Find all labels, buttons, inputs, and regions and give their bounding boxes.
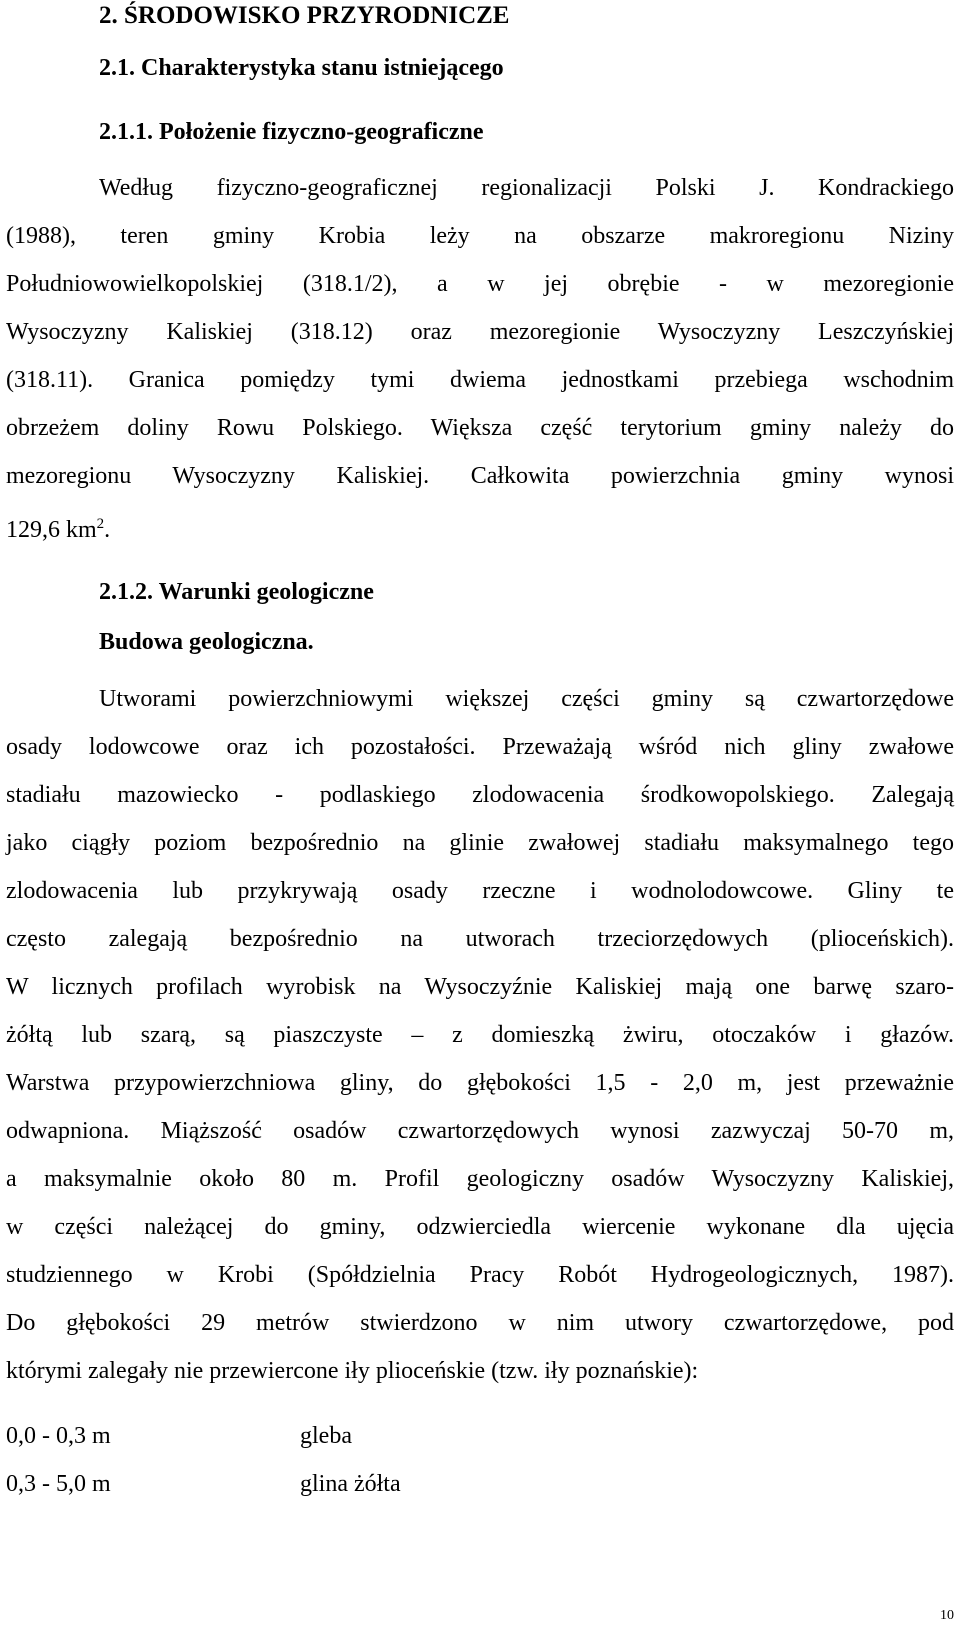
paragraph-location bbox=[6, 164, 954, 548]
text-line: (318.11). Granica pomiędzy tymi dwiema jednostkami przebiega wschodnim bbox=[6, 367, 954, 393]
text-line: Do głębokości 29 metrów stwierdzono w nim utwory czwartorzędowe, pod bbox=[6, 1310, 954, 1336]
text-line: studziennego w Krobi (Spółdzielnia Pracy Robót Hydrogeologicznych, 1987). bbox=[6, 1262, 954, 1288]
profile-depth: 0,0 - 0,3 m bbox=[6, 1423, 111, 1449]
profile-layer: gleba bbox=[300, 1423, 352, 1449]
subsubsection-heading-location: 2.1.1. Położenie fizyczno-geograficzne bbox=[99, 119, 484, 145]
text-line: Wysoczyzny Kaliskiej (318.12) oraz mezoregionie Wysoczyzny Leszczyńskiej bbox=[6, 319, 954, 345]
area-value: 129,6 km bbox=[6, 517, 97, 543]
profile-layer: glina żółta bbox=[300, 1471, 401, 1497]
text-line: mezoregionu Wysoczyzny Kaliskiej. Całkowita powierzchnia gminy wynosi bbox=[6, 463, 954, 489]
text-line: Południowowielkopolskiej (318.1/2), a w jej obrębie - w mezoregionie bbox=[6, 271, 954, 297]
paragraph-geology bbox=[6, 675, 954, 1395]
section-heading: 2. ŚRODOWISKO PRZYRODNICZE bbox=[99, 2, 510, 29]
text-line: odwapniona. Miąższość osadów czwartorzędowych wynosi zazwyczaj 50-70 m, bbox=[6, 1118, 954, 1144]
text-line: zlodowacenia lub przykrywają osady rzeczne i wodnolodowcowe. Gliny te bbox=[6, 878, 954, 904]
text-line: żółtą lub szarą, są piaszczyste – z domieszką żwiru, otoczaków i głazów. bbox=[6, 1022, 954, 1048]
text-line: Utworami powierzchniowymi większej części gminy są czwartorzędowe bbox=[99, 686, 954, 712]
text-line: osady lodowcowe oraz ich pozostałości. Przeważają wśród nich gliny zwałowe bbox=[6, 734, 954, 760]
text-line: często zalegają bezpośrednio na utworach trzeciorzędowych (plioceńskich). bbox=[6, 926, 954, 952]
profile-row bbox=[6, 1460, 706, 1508]
sentence-end: . bbox=[104, 517, 111, 543]
text-line: którymi zalegały nie przewiercone iły plioceńskie (tzw. iły poznańskie): bbox=[6, 1358, 699, 1384]
text-line: obrzeżem doliny Rowu Polskiego. Większa część terytorium gminy należy do bbox=[6, 415, 954, 441]
text-line: jako ciągły poziom bezpośrednio na glinie zwałowej stadiału maksymalnego tego bbox=[6, 830, 954, 856]
text-line: a maksymalnie około 80 m. Profil geologiczny osadów Wysoczyzny Kaliskiej, bbox=[6, 1166, 954, 1192]
text-line: (1988), teren gminy Krobia leży na obszarze makroregionu Niziny bbox=[6, 223, 954, 249]
page-number: 10 bbox=[940, 1608, 954, 1623]
text-line: W licznych profilach wyrobisk na Wysoczyźnie Kaliskiej mają one barwę szaro- bbox=[6, 974, 954, 1000]
text-line: stadiału mazowiecko - podlaskiego zlodowacenia środkowopolskiego. Zalegają bbox=[6, 782, 954, 808]
text-line bbox=[6, 500, 954, 548]
area-unit-exponent: 2 bbox=[96, 516, 105, 532]
text-line: Według fizyczno-geograficznej regionalizacji Polski J. Kondrackiego bbox=[99, 175, 954, 201]
profile-depth: 0,3 - 5,0 m bbox=[6, 1471, 111, 1497]
paragraph-heading-geology: Budowa geologiczna. bbox=[99, 629, 314, 655]
subsubsection-heading-geology: 2.1.2. Warunki geologiczne bbox=[99, 579, 374, 605]
profile-row bbox=[6, 1412, 706, 1460]
text-line: Warstwa przypowierzchniowa gliny, do głębokości 1,5 - 2,0 m, jest przeważnie bbox=[6, 1070, 954, 1096]
text-line: w części należącej do gminy, odzwierciedla wiercenie wykonane dla ujęcia bbox=[6, 1214, 954, 1240]
subsection-heading: 2.1. Charakterystyka stanu istniejącego bbox=[99, 55, 504, 81]
